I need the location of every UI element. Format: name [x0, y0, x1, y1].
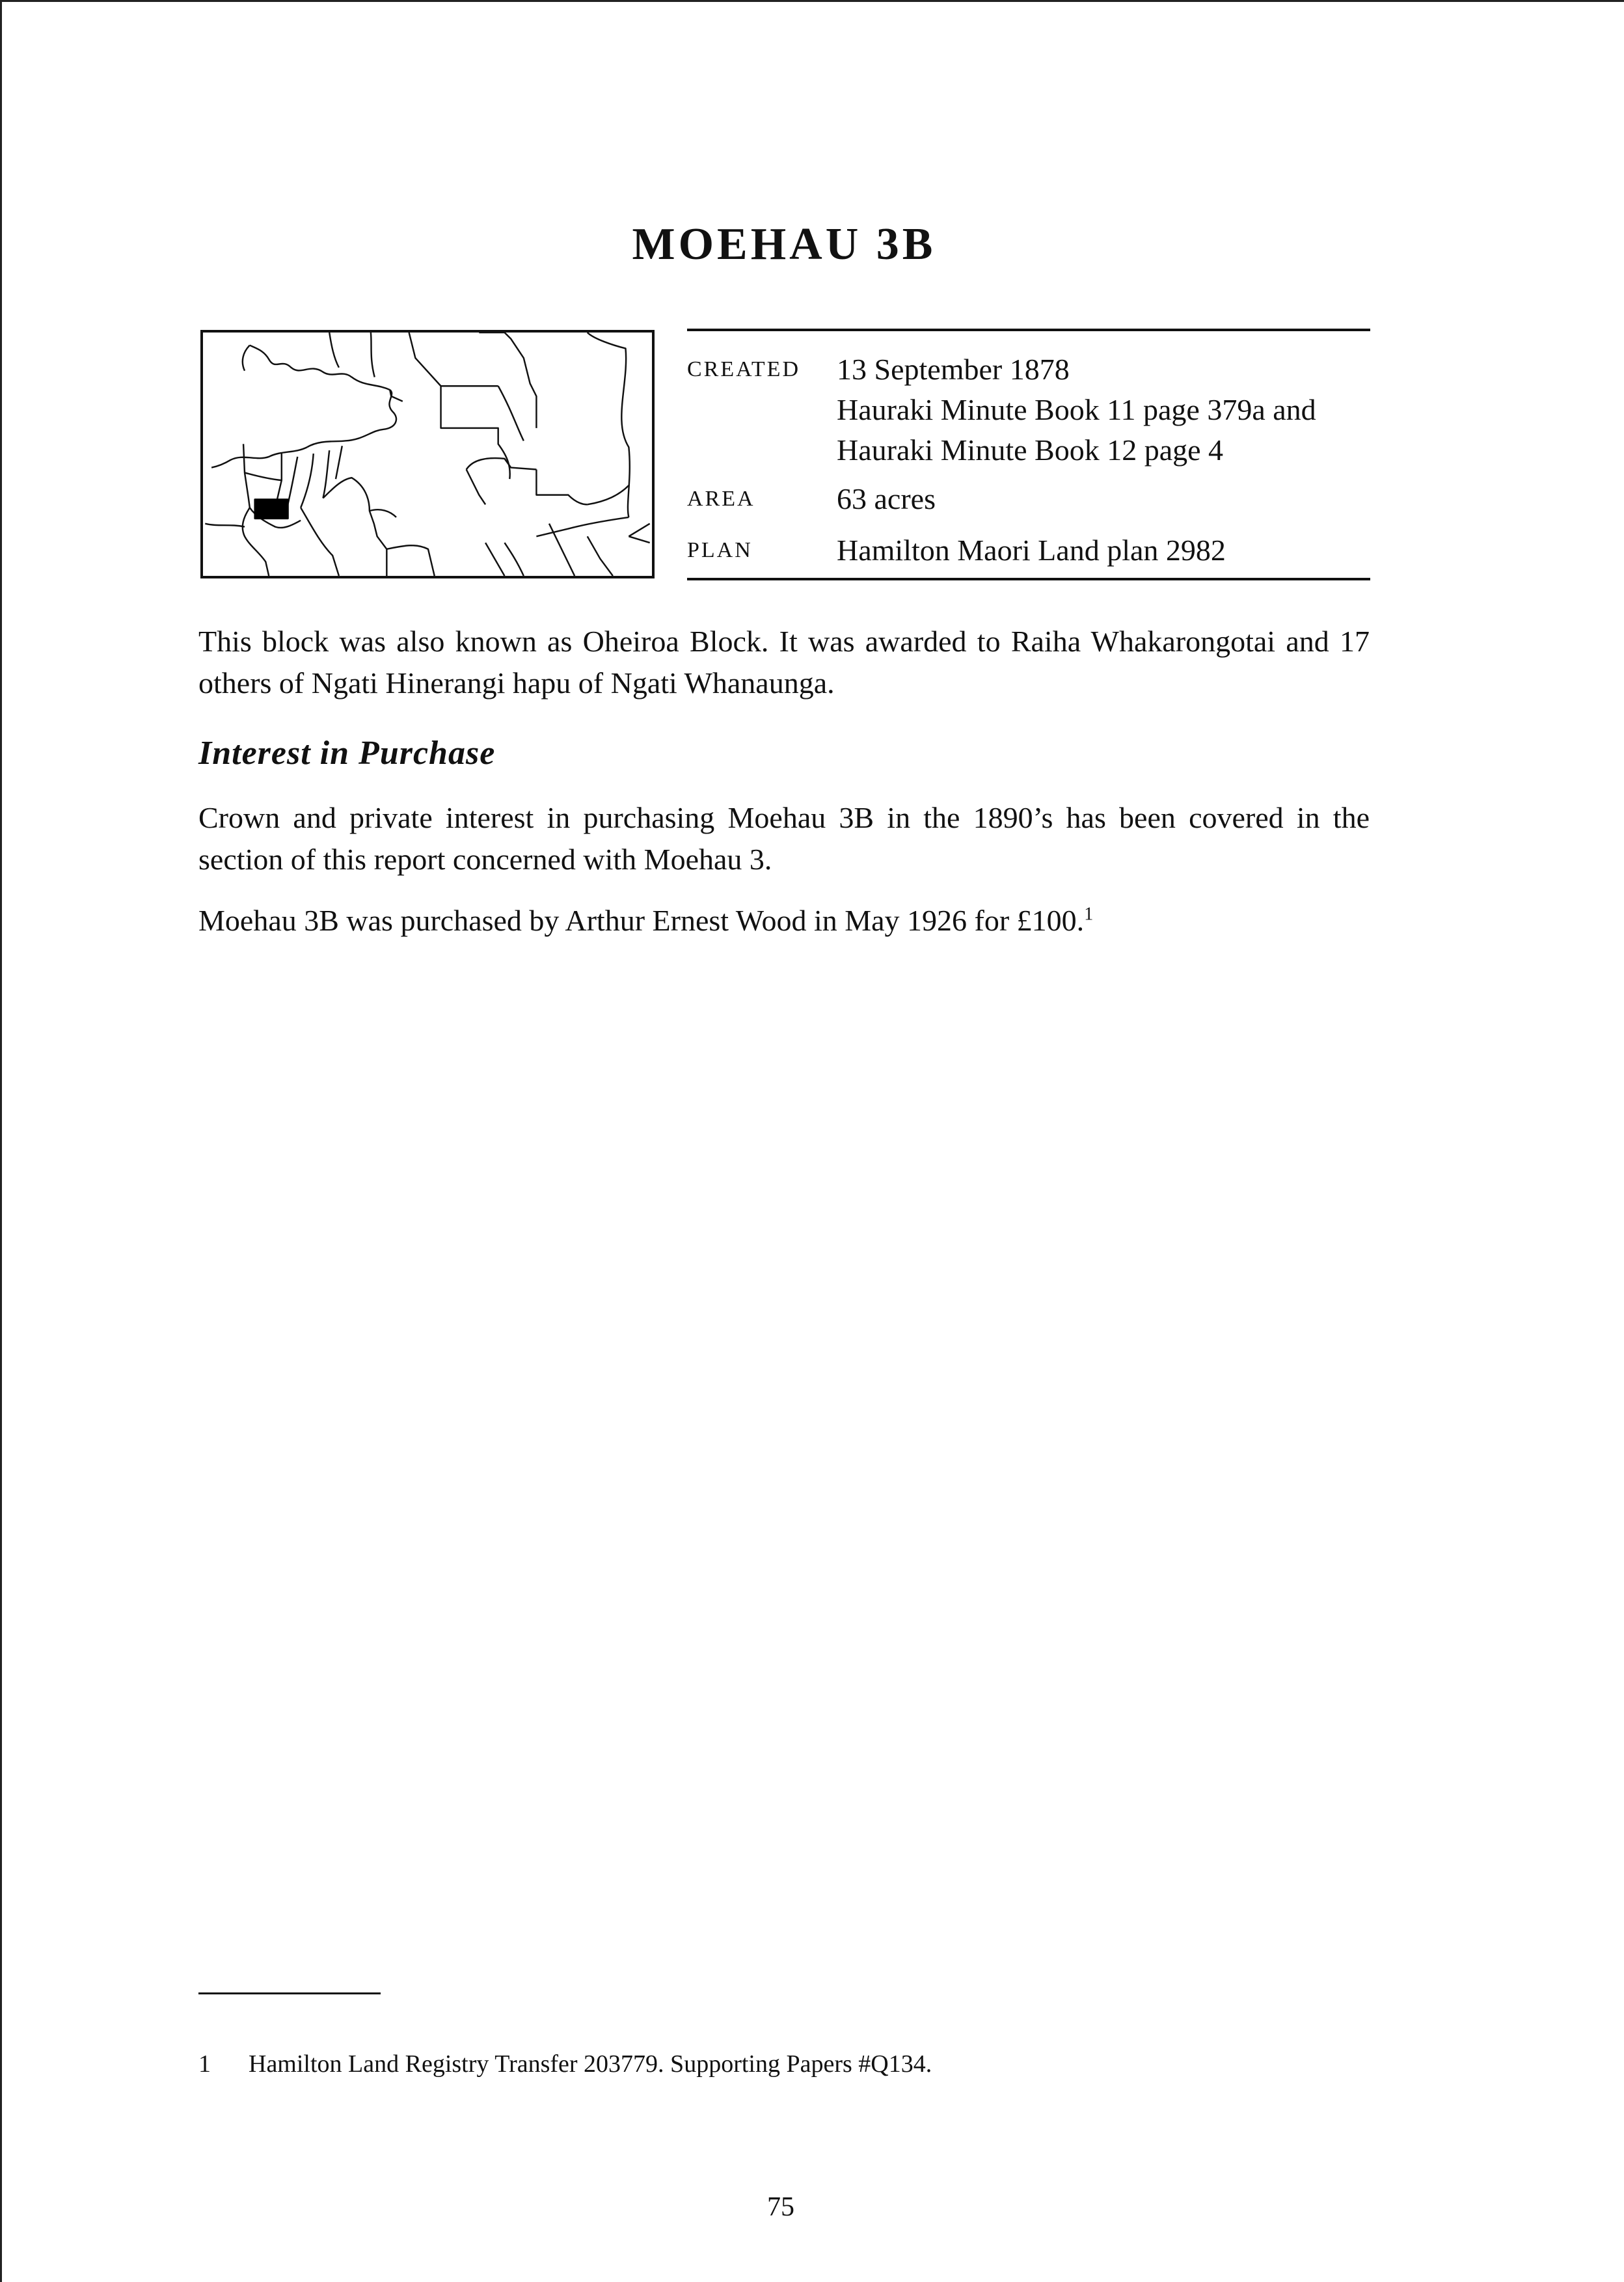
- intro-paragraph: This block was also known as Oheiroa Block. It was awarded to Raiha Whakarongotai and 17 others of Ngati Hinerangi hapu of Ngati Whanaunga.: [198, 625, 1370, 700]
- page-number: 75: [767, 2192, 794, 2222]
- created-source-line-2: Hauraki Minute Book 12 page 4: [837, 433, 1224, 467]
- details-bottom-rule: [687, 578, 1370, 580]
- moehau-3b-highlight: [255, 500, 288, 519]
- purchase-paragraph-2: [198, 900, 1370, 942]
- footnote-separator: [198, 1992, 381, 1994]
- map-coastline-lower: [243, 346, 250, 371]
- map-coastline: [205, 333, 390, 390]
- page-title: MOEHAU 3B: [632, 219, 936, 269]
- created-source-line-1: Hauraki Minute Book 11 page 379a and: [837, 393, 1316, 426]
- block-details-table: [687, 329, 1370, 567]
- location-map: [200, 330, 655, 578]
- created-label: CREATED: [687, 357, 800, 381]
- plan-label: PLAN: [687, 538, 753, 562]
- footnote-number: 1: [198, 2050, 211, 2078]
- created-date: 13 September 1878: [837, 353, 1070, 386]
- area-value: 63 acres: [837, 482, 936, 515]
- footnote-text: Hamilton Land Registry Transfer 203779. Supporting Papers #Q134.: [249, 2050, 932, 2078]
- purchase-paragraph-1: Crown and private interest in purchasing Moehau 3B in the 1890’s has been covered in the section of this report concerned with Moehau 3.: [198, 801, 1370, 876]
- page-edge-left: [0, 0, 2, 2282]
- purchase-paragraph-2-text: Moehau 3B was purchased by Arthur Ernest Wood in May 1926 for £100.: [198, 904, 1085, 937]
- plan-value: Hamilton Maori Land plan 2982: [837, 534, 1226, 567]
- area-label: AREA: [687, 487, 755, 511]
- page-edge-top: [0, 0, 1624, 2]
- section-heading: Interest in Purchase: [198, 735, 496, 772]
- details-top-rule: [687, 329, 1370, 331]
- footnote-reference[interactable]: 1: [1084, 904, 1094, 925]
